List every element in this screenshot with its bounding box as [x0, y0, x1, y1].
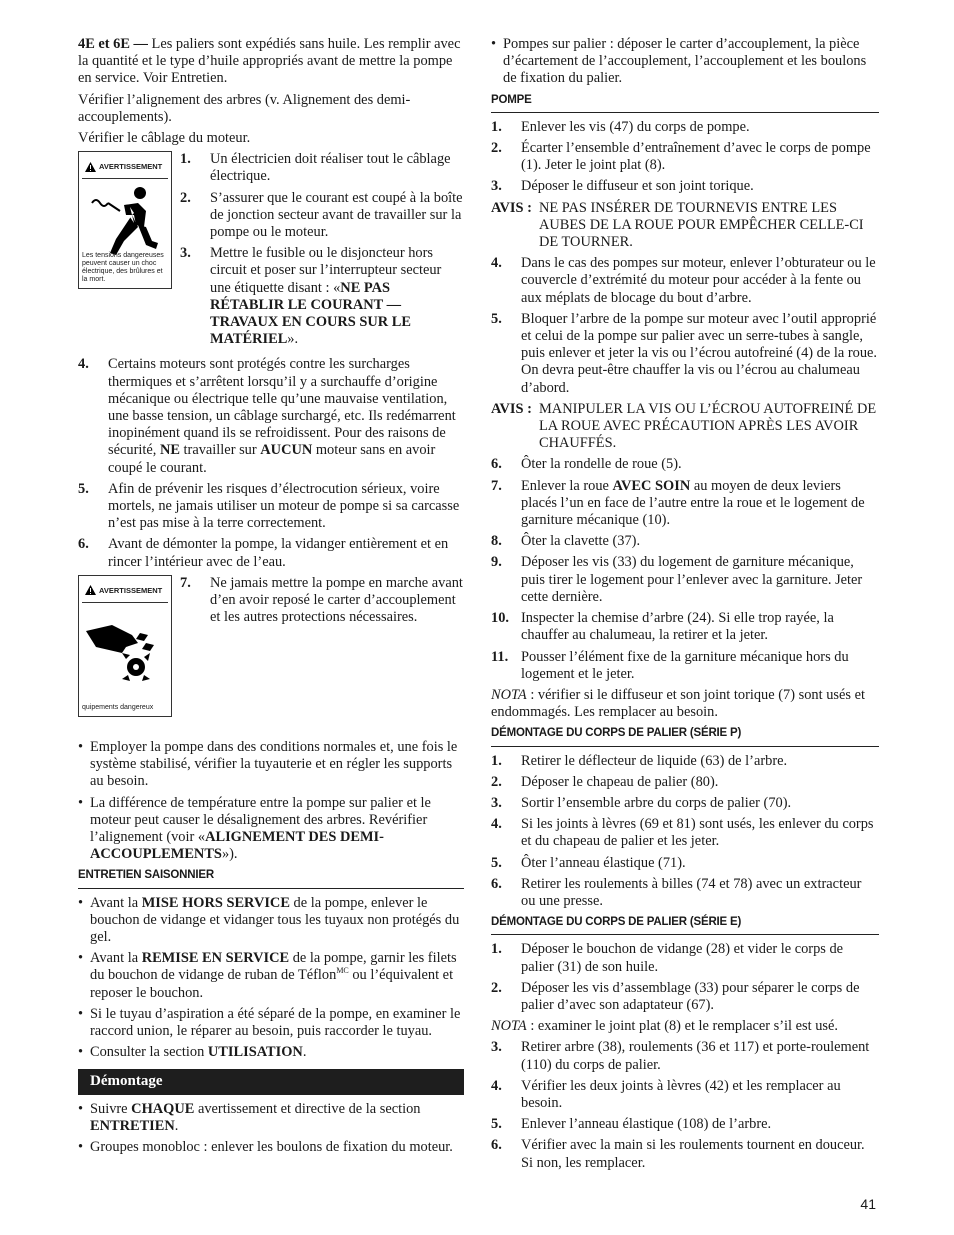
disassembly-bullets-continued	[491, 36, 879, 88]
list-item: • Pompes sur palier : déposer le carter d’accouplement, la pièce d’écartement de l’accouplement, l’accouplement et les boulons de fixation du palier.	[491, 36, 867, 87]
item-text: Pousser l’élément fixe de la garniture mécanique hors du logement et le jeter.	[521, 648, 849, 682]
disassembly-bullets	[78, 1101, 464, 1157]
item-number: 2.	[491, 979, 502, 996]
list-item	[78, 739, 464, 791]
bearing-frame-e-heading: DÉMONTAGE DU CORPS DE PALIER (SÉRIE E)	[491, 914, 879, 935]
intro-paragraph: 4E et 6E — Les paliers sont expédiés sans huile. Les remplir avec la quantité et le type d’huile appropriés avant de mettre la pompe en service. Voir Entretien.	[78, 36, 461, 87]
list-item	[491, 795, 879, 812]
list-item	[491, 816, 879, 850]
list-item	[180, 575, 464, 627]
list-item	[491, 533, 879, 550]
item-text: Si les joints à lèvres (69 et 81) sont usés, les enlever du corps et du chapeau de palier et les jeter.	[521, 816, 874, 850]
guard-warning-list	[180, 575, 464, 717]
left-column	[78, 36, 464, 1160]
item-text: Ôter la clavette (37).	[521, 533, 641, 550]
list-item	[491, 178, 879, 195]
list-item	[78, 356, 464, 476]
list-item	[78, 481, 464, 533]
intro-paragraph: Vérifier le câblage du moteur.	[78, 130, 251, 147]
intro-paragraph: Vérifier l’alignement des arbres (v. Alignement des demi-accouplements).	[78, 91, 411, 125]
list-item	[491, 753, 879, 770]
item-text: Un électricien doit réaliser tout le câblage électrique.	[210, 151, 451, 185]
item-number: 6.	[491, 875, 502, 892]
seasonal-maintenance-heading: ENTRETIEN SAISONNIER	[78, 867, 464, 888]
item-number: 1.	[491, 752, 502, 769]
item-number: 4.	[78, 356, 89, 373]
list-item	[78, 1006, 464, 1040]
notice-label: AVIS :	[491, 199, 532, 216]
list-item	[491, 119, 879, 136]
electrical-warning-list	[180, 151, 464, 352]
item-number: 3.	[491, 178, 502, 195]
list-item	[78, 1101, 464, 1135]
list-item	[180, 245, 464, 348]
list-item	[491, 1078, 879, 1112]
item-number: 6.	[491, 1137, 502, 1154]
item-number: 9.	[491, 554, 502, 571]
item-text: MANIPULER LA VIS OU L’ÉCROU AUTOFREINÉ DE LA ROUE AVEC PRÉCAUTION APRÈS LES AVOIR CHAUFFÉS.	[539, 400, 877, 452]
bullet: •	[78, 738, 84, 755]
list-item	[491, 980, 879, 1014]
item-text: Ôter l’anneau élastique (71).	[521, 854, 686, 871]
guard-warning-block	[78, 575, 464, 717]
warning-caption: Les tensions dangereuses peuvent causer un choc électrique, des brûlures et la mort.	[82, 252, 164, 284]
warning-caption: quipements dangereux	[82, 703, 154, 711]
item-text: Groupes monobloc : enlever les boulons de fixation du moteur.	[90, 1138, 453, 1155]
item-text: Suivre CHAQUE avertissement et directive de la section ENTRETIEN.	[90, 1100, 421, 1134]
item-text: Ôter la rondelle de roue (5).	[521, 456, 682, 473]
bullet: •	[78, 794, 84, 811]
item-text: Consulter la section UTILISATION.	[90, 1044, 307, 1061]
item-text: Avant de démonter la pompe, la vidanger entièrement et en rincer l’intérieur avec de l’eau.	[108, 536, 449, 570]
item-number: 5.	[491, 854, 502, 871]
bearing-frame-e-steps	[491, 941, 879, 1014]
list-item	[491, 200, 879, 252]
item-text: Enlever l’anneau élastique (108) de l’arbre.	[521, 1116, 772, 1133]
item-text: Écarter l’ensemble d’entraînement d’avec le corps de pompe (1). Jeter le joint plat (8).	[521, 140, 871, 174]
item-number: 5.	[78, 480, 89, 497]
bearing-frame-p-heading: DÉMONTAGE DU CORPS DE PALIER (SÉRIE P)	[491, 725, 879, 746]
item-text: Certains moteurs sont protégés contre les surcharges thermiques et s’arrêtent lorsqu’il y a surchauffe d’origine mécanique ou électrique telle qu’une mauvaise ventilation, une basse tension, un câblage surchargé, etc. Ils redémarrent inopinément quand ils se refroidissent. Pour des raisons de sécurité, NE travailler sur AUCUN moteur sans en avoir coupé le courant.	[108, 356, 456, 476]
item-text: Sortir l’ensemble arbre du corps de palier (70).	[521, 794, 792, 811]
note-paragraph: NOTA : vérifier si le diffuseur et son joint torique (7) sont usés et endommagés. Les remplacer au besoin.	[491, 686, 865, 721]
item-text: Déposer les vis d’assemblage (33) pour séparer le corps de palier d’avec son adaptateur (67).	[521, 979, 860, 1013]
list-item	[491, 140, 879, 174]
list-item	[491, 311, 879, 397]
item-text: La différence de température entre la pompe sur palier et le moteur peut causer le désalignement des arbres. Revérifier l’alignement (voir «ALIGNEMENT DES DEMI-ACCOUPLEMENTS»).	[90, 794, 431, 863]
operation-bullets	[78, 739, 464, 863]
item-number: 1.	[491, 118, 502, 135]
pump-heading: POMPE	[491, 92, 879, 113]
item-number: 4.	[491, 255, 502, 272]
item-text: Ne jamais mettre la pompe en marche avant d’en avoir reposé le carter d’accouplement et les autres protections nécessaires.	[210, 574, 463, 626]
item-number: 2.	[491, 773, 502, 790]
list-item	[491, 1039, 879, 1073]
item-text: Retirer arbre (38), roulements (36 et 117) et porte-roulement (110) du corps de palier.	[521, 1039, 870, 1073]
pump-steps-list	[491, 119, 879, 683]
intro-paragraphs	[78, 36, 464, 147]
list-item	[78, 1044, 464, 1061]
item-text: Avant la MISE HORS SERVICE de la pompe, enlever le bouchon de vidange et vidanger tous les tuyaux non protégés du gel.	[90, 894, 460, 945]
item-text: Retirer le déflecteur de liquide (63) de l’arbre.	[521, 752, 788, 769]
item-text: Déposer le chapeau de palier (80).	[521, 773, 719, 790]
right-column	[491, 36, 879, 1176]
item-text: Retirer les roulements à billes (74 et 78) avec un extracteur ou une presse.	[521, 875, 862, 909]
hand-entanglement-pictogram-icon	[82, 617, 168, 687]
item-text: Afin de prévenir les risques d’électrocution sérieux, voire mortels, ne jamais utiliser un moteur de pompe si sa carcasse n’est pas mise à la terre correctement.	[108, 480, 460, 532]
item-text: Vérifier avec la main si les roulements tournent en douceur. Si non, les remplacer.	[521, 1137, 865, 1171]
list-item	[491, 1137, 879, 1171]
page-number: 41	[860, 1196, 876, 1212]
list-item	[78, 536, 464, 570]
note-paragraph: NOTA : examiner le joint plat (8) et le remplacer s’il est usé.	[491, 1018, 839, 1035]
item-text: Déposer les vis (33) du logement de garniture mécanique, puis tirer le logement pour l’enlever avec la garniture. Jeter cette dernière.	[521, 554, 863, 605]
list-item	[491, 478, 879, 530]
notice-label: AVIS :	[491, 400, 532, 417]
list-item	[491, 774, 879, 791]
item-number: 5.	[491, 310, 502, 327]
item-text: Employer la pompe dans des conditions normales et, une fois le système stabilisé, vérifier la tuyauterie et en régler les supports au besoin.	[90, 738, 458, 790]
item-number: 7.	[491, 477, 502, 494]
disassembly-section-heading: Démontage	[78, 1069, 464, 1094]
bullet: •	[78, 1138, 84, 1155]
electrical-shock-pictogram-icon	[80, 181, 170, 259]
item-number: 3.	[491, 1039, 502, 1056]
item-number: 6.	[491, 456, 502, 473]
item-text: Enlever la roue AVEC SOIN au moyen de deux leviers placés l’un en face de l’autre entre la roue et le logement de garniture mécanique (10).	[521, 477, 865, 529]
bearing-frame-p-steps	[491, 753, 879, 911]
item-text: Bloquer l’arbre de la pompe sur moteur avec l’outil approprié et celui de la pompe sur palier avec un serre-tubes à sangle, puis enlever et jeter la vis ou l’écrou autofreiné (4) de la roue. On devra peut-être chauffer la vis ou l’écrou au chalumeau d’abord.	[521, 310, 878, 396]
list-item	[180, 151, 464, 185]
item-text: Dans le cas des pompes sur moteur, enlever l’obturateur ou le couvercle d’extrémité du moteur pour accéder à la fente ou aux méplats de blocage du bout d’arbre.	[521, 255, 876, 306]
bullet: •	[78, 950, 84, 967]
seasonal-maintenance-list	[78, 895, 464, 1062]
item-number: 1.	[180, 151, 191, 168]
electrical-warning-block	[78, 151, 464, 352]
bullet: •	[78, 1005, 84, 1022]
item-number: 3.	[491, 794, 502, 811]
bearing-frame-e-steps-continued	[491, 1039, 879, 1171]
item-number: 4.	[491, 1077, 502, 1094]
safety-list	[78, 356, 464, 570]
item-number: 1.	[491, 941, 502, 958]
list-item	[491, 1116, 879, 1133]
item-number: 6.	[78, 536, 89, 553]
item-text: Avant la REMISE EN SERVICE de la pompe, garnir les filets du bouchon de vidange de ruban de Téflon$^{MC}$ ou l’équivalent et reposer le bouchon.	[90, 950, 457, 1001]
warning-triangle-icon	[85, 585, 96, 595]
list-item	[491, 255, 879, 307]
item-text: S’assurer que le courant est coupé à la boîte de jonction secteur avant de travailler sur la pompe ou le moteur.	[210, 189, 463, 241]
list-item	[180, 190, 464, 242]
item-text: Déposer le diffuseur et son joint torique.	[521, 178, 754, 195]
bullet: •	[78, 1100, 84, 1117]
item-number: 7.	[180, 574, 191, 591]
item-number: 4.	[491, 816, 502, 833]
item-text: Déposer le bouchon de vidange (28) et vider le corps de palier (31) de son huile.	[521, 941, 844, 975]
list-item	[78, 950, 464, 1002]
item-number: 10.	[491, 610, 509, 627]
item-number: 2.	[180, 189, 191, 206]
item-number: 5.	[491, 1116, 502, 1133]
item-number: 8.	[491, 533, 502, 550]
list-item	[491, 649, 879, 683]
bullet: •	[78, 1044, 84, 1061]
list-item	[491, 876, 879, 910]
warning-header: AVERTISSEMENT	[82, 579, 168, 603]
item-text: Si le tuyau d’aspiration a été séparé de la pompe, en examiner le raccord union, le réparer au besoin, puis raccorder le tuyau.	[90, 1005, 461, 1039]
guard-warning-label	[78, 575, 172, 717]
list-item	[78, 895, 464, 947]
list-item	[491, 554, 879, 606]
item-number: 3.	[180, 245, 191, 262]
item-text: Mettre le fusible ou le disjoncteur hors circuit et poser sur l’interrupteur secteur une étiquette disant : «NE PAS RÉTABLIR LE COURANT — TRAVAUX EN COURS SUR LE MATÉRIEL».	[210, 245, 442, 348]
warning-triangle-icon	[85, 162, 96, 172]
item-number: 2.	[491, 140, 502, 157]
electrical-warning-label	[78, 151, 172, 289]
list-item	[491, 401, 879, 453]
item-number: 11.	[491, 648, 509, 665]
list-item	[491, 855, 879, 872]
item-text: NE PAS INSÉRER DE TOURNEVIS ENTRE LES AUBES DE LA ROUE POUR EMPÊCHER CELLE-CI DE TOURNER.	[539, 199, 864, 251]
list-item	[78, 1139, 464, 1156]
warning-header: AVERTISSEMENT	[82, 155, 168, 179]
item-text: Vérifier les deux joints à lèvres (42) et les remplacer au besoin.	[521, 1077, 841, 1111]
list-item	[491, 456, 879, 473]
bullet: •	[78, 894, 84, 911]
list-item	[78, 795, 464, 864]
item-text: Inspecter la chemise d’arbre (24). Si elle trop rayée, la chauffer au chalumeau, la retirer et la jeter.	[521, 610, 834, 644]
list-item	[491, 941, 879, 975]
item-text: Enlever les vis (47) du corps de pompe.	[521, 118, 750, 135]
list-item	[491, 610, 879, 644]
